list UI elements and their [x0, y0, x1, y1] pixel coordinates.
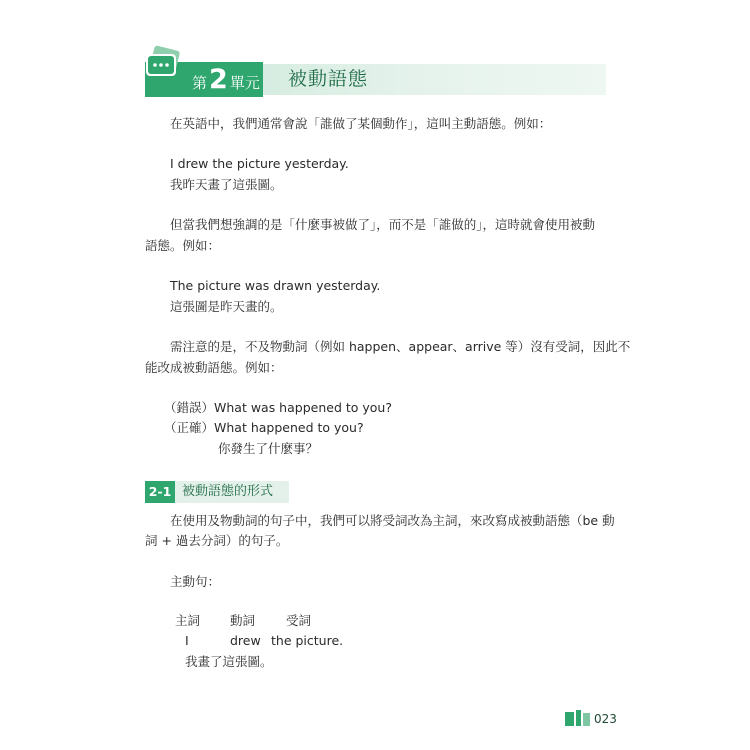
example-passive-en: The picture was drawn yesterday. — [170, 278, 381, 293]
example-active-en: I drew the picture yesterday. — [170, 156, 349, 171]
column-object-label: 受詞 — [286, 613, 312, 628]
page-number: 023 — [594, 712, 617, 726]
translation: 我畫了這張圖。 — [185, 654, 273, 669]
chapter-suffix: 單元 — [229, 74, 260, 92]
paragraph-intransitive-line1: 需注意的是，不及物動詞（例如 happen、appear、arrive 等）沒有受詞，因此不 — [170, 339, 631, 354]
example-right: （正確）What happened to you? — [164, 420, 364, 435]
chapter-digit: 2 — [209, 64, 228, 95]
active-sentence-label: 主動句： — [170, 574, 221, 589]
section-paragraph-line1: 在使用及物動詞的句子中，我們可以將受詞改為主詞，來改寫成被動語態（be 動 — [170, 513, 615, 528]
section-paragraph-line2: 詞 + 過去分詞）的句子。 — [145, 533, 289, 548]
paragraph-intransitive-line2: 能改成被動語態。例如： — [145, 360, 283, 375]
chapter-prefix: 第 — [192, 74, 208, 92]
chat-bubble-icon — [140, 44, 188, 92]
value-verb: drew — [230, 633, 261, 648]
section-title: 被動語態的形式 — [182, 484, 274, 499]
section-number: 2-1 — [145, 481, 175, 503]
book-spine-icon — [565, 710, 591, 726]
chapter-number — [192, 62, 260, 97]
example-passive-zh: 這張圖是昨天畫的。 — [170, 299, 283, 314]
column-verb-label: 動詞 — [230, 613, 256, 628]
paragraph-passive-line2: 語態。例如： — [145, 238, 221, 253]
paragraph-passive-line1: 但當我們想強調的是「什麼事被做了」，而不是「誰做的」，這時就會使用被動 — [170, 217, 596, 232]
column-subject-label: 主詞 — [175, 613, 201, 628]
value-object: the picture. — [271, 633, 344, 648]
example-active-zh: 我昨天畫了這張圖。 — [170, 177, 283, 192]
example-right-zh: 你發生了什麼事？ — [218, 441, 319, 456]
paragraph-intro: 在英語中，我們通常會說「誰做了某個動作」，這叫主動語態。例如： — [170, 116, 552, 131]
chapter-title: 被動語態 — [288, 68, 369, 90]
example-wrong: （錯誤）What was happened to you? — [164, 400, 392, 415]
value-subject: I — [185, 633, 189, 648]
